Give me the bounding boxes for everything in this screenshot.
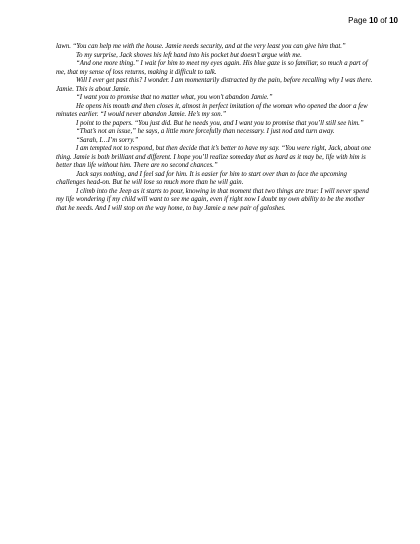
page-number-of: of xyxy=(377,16,390,25)
paragraph: “Sarah, I…I’m sorry.” xyxy=(76,136,139,144)
page-number-current: 10 xyxy=(369,16,378,25)
paragraph: lawn. “You can help me with the house. Jamie needs security, and at the very least you can give him that.” xyxy=(56,43,346,50)
paragraph: He opens his mouth and then closes it, almost in perfect imitation of the woman who opened the door a few minutes earlier. “I would never abandon Jamie. He’s my son.” xyxy=(56,102,368,118)
page-number-prefix: Page xyxy=(348,16,370,25)
paragraph: I point to the papers. “You just did. But he needs you, and I want you to promise that you’ll still see him.” xyxy=(76,119,364,127)
paragraph: To my surprise, Jack shoves his left hand into his pocket but doesn’t argue with me. xyxy=(76,51,302,59)
paragraph: I am tempted not to respond, but then decide that it’s better to have my say. “You were right, Jack, about one thing. Jamie is both brilliant and different. I hope you’ll realize someday that as hard as it may be, life with him is better than life without him. There are no second chances.” xyxy=(56,145,371,169)
story-text xyxy=(56,43,376,213)
paragraph: “That’s not an issue,” he says, a little more forcefully than necessary. I just nod and turn away. xyxy=(76,128,335,135)
paragraph: I climb into the Jeep as it starts to pour, knowing in that moment that two things are true: I will never spend my life wondering if my child will want to see me again, even if right now I doubt my own ability to be the mother that he needs. And I will stop on the way home, to buy Jamie a new pair of galoshes. xyxy=(56,187,369,212)
page-number-total: 10 xyxy=(389,16,398,25)
paragraph: Jack says nothing, and I feel sad for him. It is easier for him to start over than to face the upcoming challenges head-on. But he will lose so much more than he will gain. xyxy=(56,170,347,186)
paragraph: “I want you to promise that no matter what, you won’t abandon Jamie.” xyxy=(76,94,273,101)
paragraph: “And one more thing.” I wait for him to meet my eyes again. His blue gaze is so familiar, so much a part of me, that my sense of loss returns, making it difficult to talk. xyxy=(56,60,368,76)
page-number xyxy=(348,16,398,25)
paragraph: Will I ever get past this? I wonder. I am momentarily distracted by the pain, before recalling why I was there. Jamie. This is about Jamie. xyxy=(56,77,373,93)
